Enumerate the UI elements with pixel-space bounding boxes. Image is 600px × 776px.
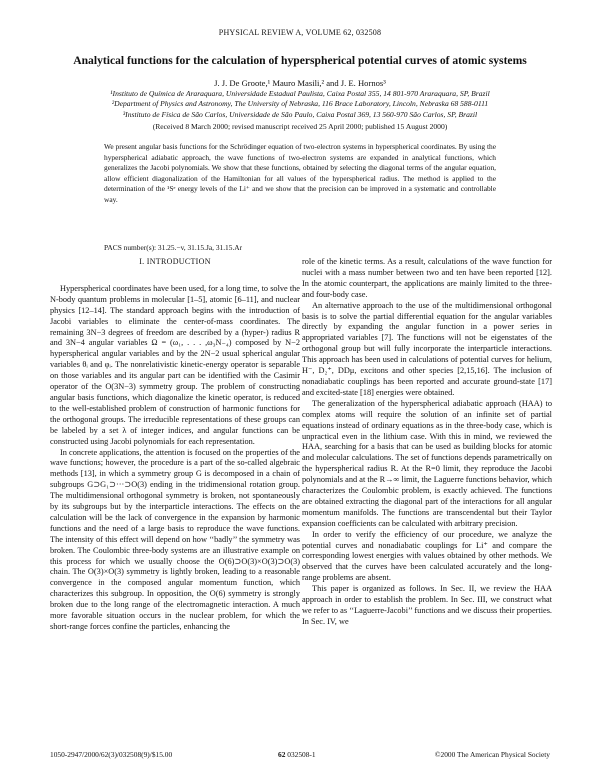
publisher-copyright: ©2000 The American Physical Society (434, 750, 550, 759)
paragraph: The generalization of the hyperspherical adiabatic approach (HAA) to complex atoms will require the solution of an infinite set of partial equations instead of ordinary equations as in the three-body case, which is unpractical even in the lithium case. With this in mind, we reviewed the HAA, searching for a basis that can be used as building blocks for atomic and molecular calculations. The set of functions depends parametrically on the hyperspherical radius R. At the R=0 limit, they reproduce the Jacobi polynomials and at the R→∞ limit, the Laguerre functions behavior, which characterizes the Coulombic problem, is exactly achieved. The functions are obtained extracting the diagonal part of the interactions for all angular momentum manifolds. The functions are transcendental but their Taylor expansion coefficients can be calculated with arbitrary precision. (302, 398, 552, 528)
journal-header: PHYSICAL REVIEW A, VOLUME 62, 032508 (218, 28, 382, 37)
paragraph: An alternative approach to the use of the multidimensional orthogonal basis is to solve the partial differential equation for the angular variables directly by expanding the angular function in a power series in appropriated variables [7]. The functions will not be eigenstates of the orthogonal group but will fully incorporate the interparticle interactions. This approach has been used in calculations of potential curves for helium, H⁻, D₂⁺, DDμ, excitons and other species [2,15,16]. The inclusion of nonadiabatic couplings has been reported and accurate ground-state [17] and excited-state [18] energies were obtained. (302, 300, 552, 397)
affiliation-2: ²Department of Physics and Astronomy, The University of Nebraska, 116 Brace Laboratory, Lincoln, Nebraska 68 588-0111 (111, 99, 489, 109)
paper-title: Analytical functions for the calculation of hyperspherical potential curves of atomic systems (73, 54, 527, 67)
received-dates: (Received 8 March 2000; revised manuscript received 25 April 2000; published 15 August 2000) (152, 122, 448, 131)
paragraph: role of the kinetic terms. As a result, calculations of the wave function for nuclei with a mass number between two and ten have been reported [12]. In the atomic counterpart, the applications are mainly limited to the three- and four-body case. (302, 257, 552, 299)
affiliations (30, 89, 570, 120)
article-page: 032508-1 (287, 750, 316, 759)
left-column (50, 257, 300, 633)
volume-number: 62 (278, 750, 286, 759)
paragraph: Hyperspherical coordinates have been used, for a long time, to solve the N-body quantum problems in molecular [1–5], atomic [6–11], and nuclear physics [12–14]. The standard approach begins with the introduction of Jacobi variables to eliminate the center-of-mass coordinates. The remaining 3N−3 degrees of freedom are described by a (hyper-) radius R and 3N−4 angular variables Ω = (ω₁, . . . ,ω₃N₋₄) composed by N−2 hyperspherical angular variables and by the 2N−2 usual spherical angular variables θᵢ and φᵢ. The nonrelativistic kinetic-energy operator is separable on those variables and its angular part can be identified with the Casimir operator of the O(3N−3) symmetry group. The problem of constructing angular basis functions, which diagonalize the kinetic operator, is reduced to the well-established problem of construction of harmonic functions for the orthogonal groups. The irreducible representations of these groups can be labeled by a set λ of integer indices, and angular functions can be constructed using Jacobi polynomials for each representation. (50, 283, 300, 446)
affiliation-1: ¹Instituto de Química de Araraquara, Universidade Estadual Paulista, Caixa Postal 355, 14 801-970 Araraquara, SP, Brazil (110, 89, 490, 98)
right-column (302, 257, 552, 628)
paragraph: In concrete applications, the attention is focused on the properties of the wave functions; however, the procedure is a part of the so-called algebraic methods [13], in which a symmetry group G is decomposed in a chain of subgroups G⊃G₁⊃···⊃O(3) ending in the tridimensional rotation group. The multidimensional orthogonal symmetry is broken, not spontaneously by its subgroups but by the interparticle interactions. The effects on the calculation will be the lack of convergence in the expansion by harmonic functions and the need of a large basis to reproduce the wave functions. The intensity of this effect will depend on how ‘‘badly’’ the symmetry was broken. The Coulombic three-body systems are an illustrative example on this process for which we usually choose the O(6)⊃O(3)×O(3)⊃O(3) chain. The O(3)×O(3) symmetry is lightly broken, leading to a reasonable convergence in the composed angular momentum function, which characterizes this subgroup. In opposition, the O(6) symmetry is strongly broken due to the long range of the electromagnetic interaction. A much more favorable situation occurs in the nuclear problem, for which the short-range forces confine the particles, enhancing the (50, 447, 300, 631)
paragraph: In order to verify the efficiency of our procedure, we analyze the potential curves and nonadiabatic couplings for Li⁺ and compare the corresponding lowest energies with values obtained by other methods. We observed that the curves have been calculated accurately and the long-range problems are absent. (302, 529, 552, 583)
section-heading: I. INTRODUCTION (139, 257, 211, 266)
abstract: We present angular basis functions for the Schrödinger equation of two-electron systems in hyperspherical coordinates. By using the hyperspherical adiabatic approach, the wave functions of two-electron systems are expanded in analytical functions, which generalizes the Jacobi polynomials. We show that these functions, obtained by selecting the diagonal terms of the angular equation, allow efficient diagonalization of the Hamiltonian for all values of the hyperspherical radius. The method is applied to the determination of the ¹Sᵉ energy levels of the Li⁺ and we show that the precision can be improved in a systematic and controllable way. (104, 142, 496, 204)
paragraph: This paper is organized as follows. In Sec. II, we review the HAA approach in order to establish the problem. In Sec. III, we construct what we refer to as ‘‘Laguerre-Jacobi’’ functions and we discuss their properties. In Sec. IV, we (302, 584, 552, 626)
page-number (278, 750, 316, 759)
author-list: J. J. De Groote,¹ Mauro Masili,² and J. E. Hornos³ (214, 78, 386, 88)
pacs-numbers: PACS number(s): 31.25.−v, 31.15.Ja, 31.15.Ar (104, 243, 243, 252)
copyright-code: 1050-2947/2000/62(3)/032508(9)/$15.00 (50, 750, 173, 759)
affiliation-3: ³Instituto de Física de São Carlos, Universidade de São Paulo, Caixa Postal 369, 13 560-970 São Carlos, SP, Brazil (122, 109, 478, 119)
